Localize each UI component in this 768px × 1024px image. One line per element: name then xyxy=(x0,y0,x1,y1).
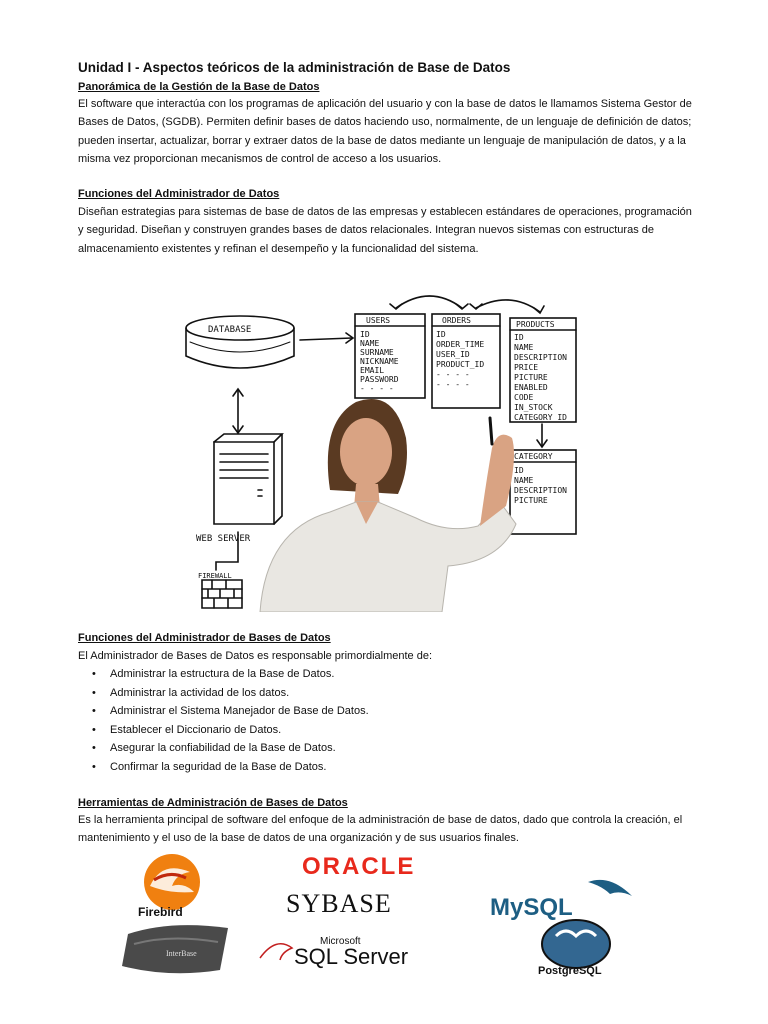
users-field: SURNAME xyxy=(360,348,394,357)
postgresql-logo xyxy=(538,920,610,977)
sqlserver-swirl-icon xyxy=(260,944,292,960)
products-field: CODE xyxy=(514,393,534,402)
page-title: Unidad I - Aspectos teóricos de la administración de Base de Datos xyxy=(78,60,511,75)
text-line: El software que interactúa con los programas de aplicación del usuario y con la base de datos le llamamos Sistema Gestor de xyxy=(78,98,692,110)
orders-field: ORDER_TIME xyxy=(436,340,485,349)
database-label: DATABASE xyxy=(208,325,252,335)
products-field: PRICE xyxy=(514,363,539,372)
web-server-label: WEB SERVER xyxy=(196,534,251,544)
woman-arm xyxy=(480,435,514,526)
products-field: IN_STOCK xyxy=(514,403,553,412)
paragraph-herramientas xyxy=(78,811,698,848)
elephant-icon xyxy=(542,920,610,968)
mysql-label: MySQL xyxy=(490,894,573,921)
section-heading-herramientas: Herramientas de Administración de Bases de Datos xyxy=(78,797,348,809)
text-line: Diseñan estrategias para sistemas de base de datos de las empresas y establecen estándares de operaciones, programación xyxy=(78,206,692,218)
section-heading-admin-bases-datos: Funciones del Administrador de Bases de Datos xyxy=(78,632,331,644)
text-line: y seguridad. Diseñan y construyen grandes bases de datos relacionales. Integran nuevos sistemas con estructuras de xyxy=(78,224,654,237)
list-item: • Administrar el Sistema Manejador de Base de Datos. xyxy=(78,702,369,721)
microsoft-label: Microsoft xyxy=(320,936,361,947)
products-field: DESCRIPTION xyxy=(514,353,567,362)
users-field: PASSWORD xyxy=(360,375,399,384)
section-heading-admin-datos: Funciones del Administrador de Datos xyxy=(78,188,280,200)
category-field: ID xyxy=(514,466,524,475)
list-item: • Establecer el Diccionario de Datos. xyxy=(78,721,369,740)
text-line: Bases de Datos, (SGDB). Permiten definir bases de datos haciendo uso, normalmente, de un lenguaje de definición de datos; xyxy=(78,116,692,129)
sqlserver-logo xyxy=(260,936,408,969)
firebird-label: Firebird xyxy=(138,905,183,919)
products-field: PICTURE xyxy=(514,373,548,382)
text-line: mantenimiento y el uso de la base de datos de una organización y de sus usuarios finales. xyxy=(78,832,519,845)
postgresql-label: PostgreSQL xyxy=(538,965,602,977)
products-field: CATEGORY_ID xyxy=(514,413,567,422)
paragraph-admin-datos xyxy=(78,203,698,258)
users-table-title: USERS xyxy=(366,316,391,325)
users-field: EMAIL xyxy=(360,366,385,375)
products-field: NAME xyxy=(514,343,534,352)
orders-table-title: ORDERS xyxy=(442,316,471,325)
list-item: • Administrar la actividad de los datos. xyxy=(78,684,369,703)
text-line: El Administrador de Bases de Datos es responsable primordialmente de: xyxy=(78,650,433,662)
text-line: pueden insertar, actualizar, borrar y extraer datos de la base de datos mediante un lenguaje de manipulación de datos, y a la xyxy=(78,134,686,147)
sqlserver-label: SQL Server xyxy=(294,944,409,969)
list-item: • Administrar la estructura de la Base de Datos. xyxy=(78,665,369,684)
woman-shirt xyxy=(260,502,516,612)
users-field: ID xyxy=(360,330,370,339)
list-item: • Asegurar la confiabilidad de la Base de Datos. xyxy=(78,739,369,758)
users-field: NAME xyxy=(360,339,380,348)
category-table-title: CATEGORY xyxy=(514,452,553,461)
responsibilities-list xyxy=(78,665,369,777)
products-field: ENABLED xyxy=(514,383,548,392)
category-field: DESCRIPTION xyxy=(514,486,567,495)
sybase-logo: SYBASE xyxy=(286,889,392,918)
woman-face xyxy=(340,418,392,486)
text-line: Es la herramienta principal de software del enfoque de la administración de base de datos, dado que controla la creación, el xyxy=(78,814,683,826)
list-item: • Confirmar la seguridad de la Base de Datos. xyxy=(78,758,369,777)
interbase-label: InterBase xyxy=(166,949,197,958)
products-table-title: PRODUCTS xyxy=(516,320,555,329)
text-line: misma vez proporcionan mecanismos de control de acceso a los usuarios. xyxy=(78,152,442,165)
mysql-logo xyxy=(490,880,632,921)
orders-field: - - - - xyxy=(436,370,470,379)
oracle-logo: ORACLE xyxy=(302,853,416,880)
text-line: almacenamiento existentes y refinan el desempeño y la funcionalidad del sistema. xyxy=(78,242,479,255)
orders-field: PRODUCT_ID xyxy=(436,360,485,369)
firebird-logo xyxy=(138,854,200,919)
interbase-logo xyxy=(122,925,228,973)
dbms-logos xyxy=(110,852,658,978)
database-diagram-illustration xyxy=(180,262,600,612)
dolphin-icon xyxy=(588,880,632,896)
users-field: NICKNAME xyxy=(360,357,399,366)
orders-field: - - - - xyxy=(436,380,470,389)
paragraph-admin-bases-datos xyxy=(78,647,698,665)
products-field: ID xyxy=(514,333,524,342)
orders-field: USER_ID xyxy=(436,350,470,359)
paragraph-panoramica xyxy=(78,95,698,168)
firewall-label: FIREWALL xyxy=(198,572,232,580)
category-field: NAME xyxy=(514,476,534,485)
orders-field: ID xyxy=(436,330,446,339)
category-field: PICTURE xyxy=(514,496,548,505)
users-field: - - - - xyxy=(360,384,394,393)
section-heading-panoramica: Panorámica de la Gestión de la Base de Datos xyxy=(78,81,320,93)
